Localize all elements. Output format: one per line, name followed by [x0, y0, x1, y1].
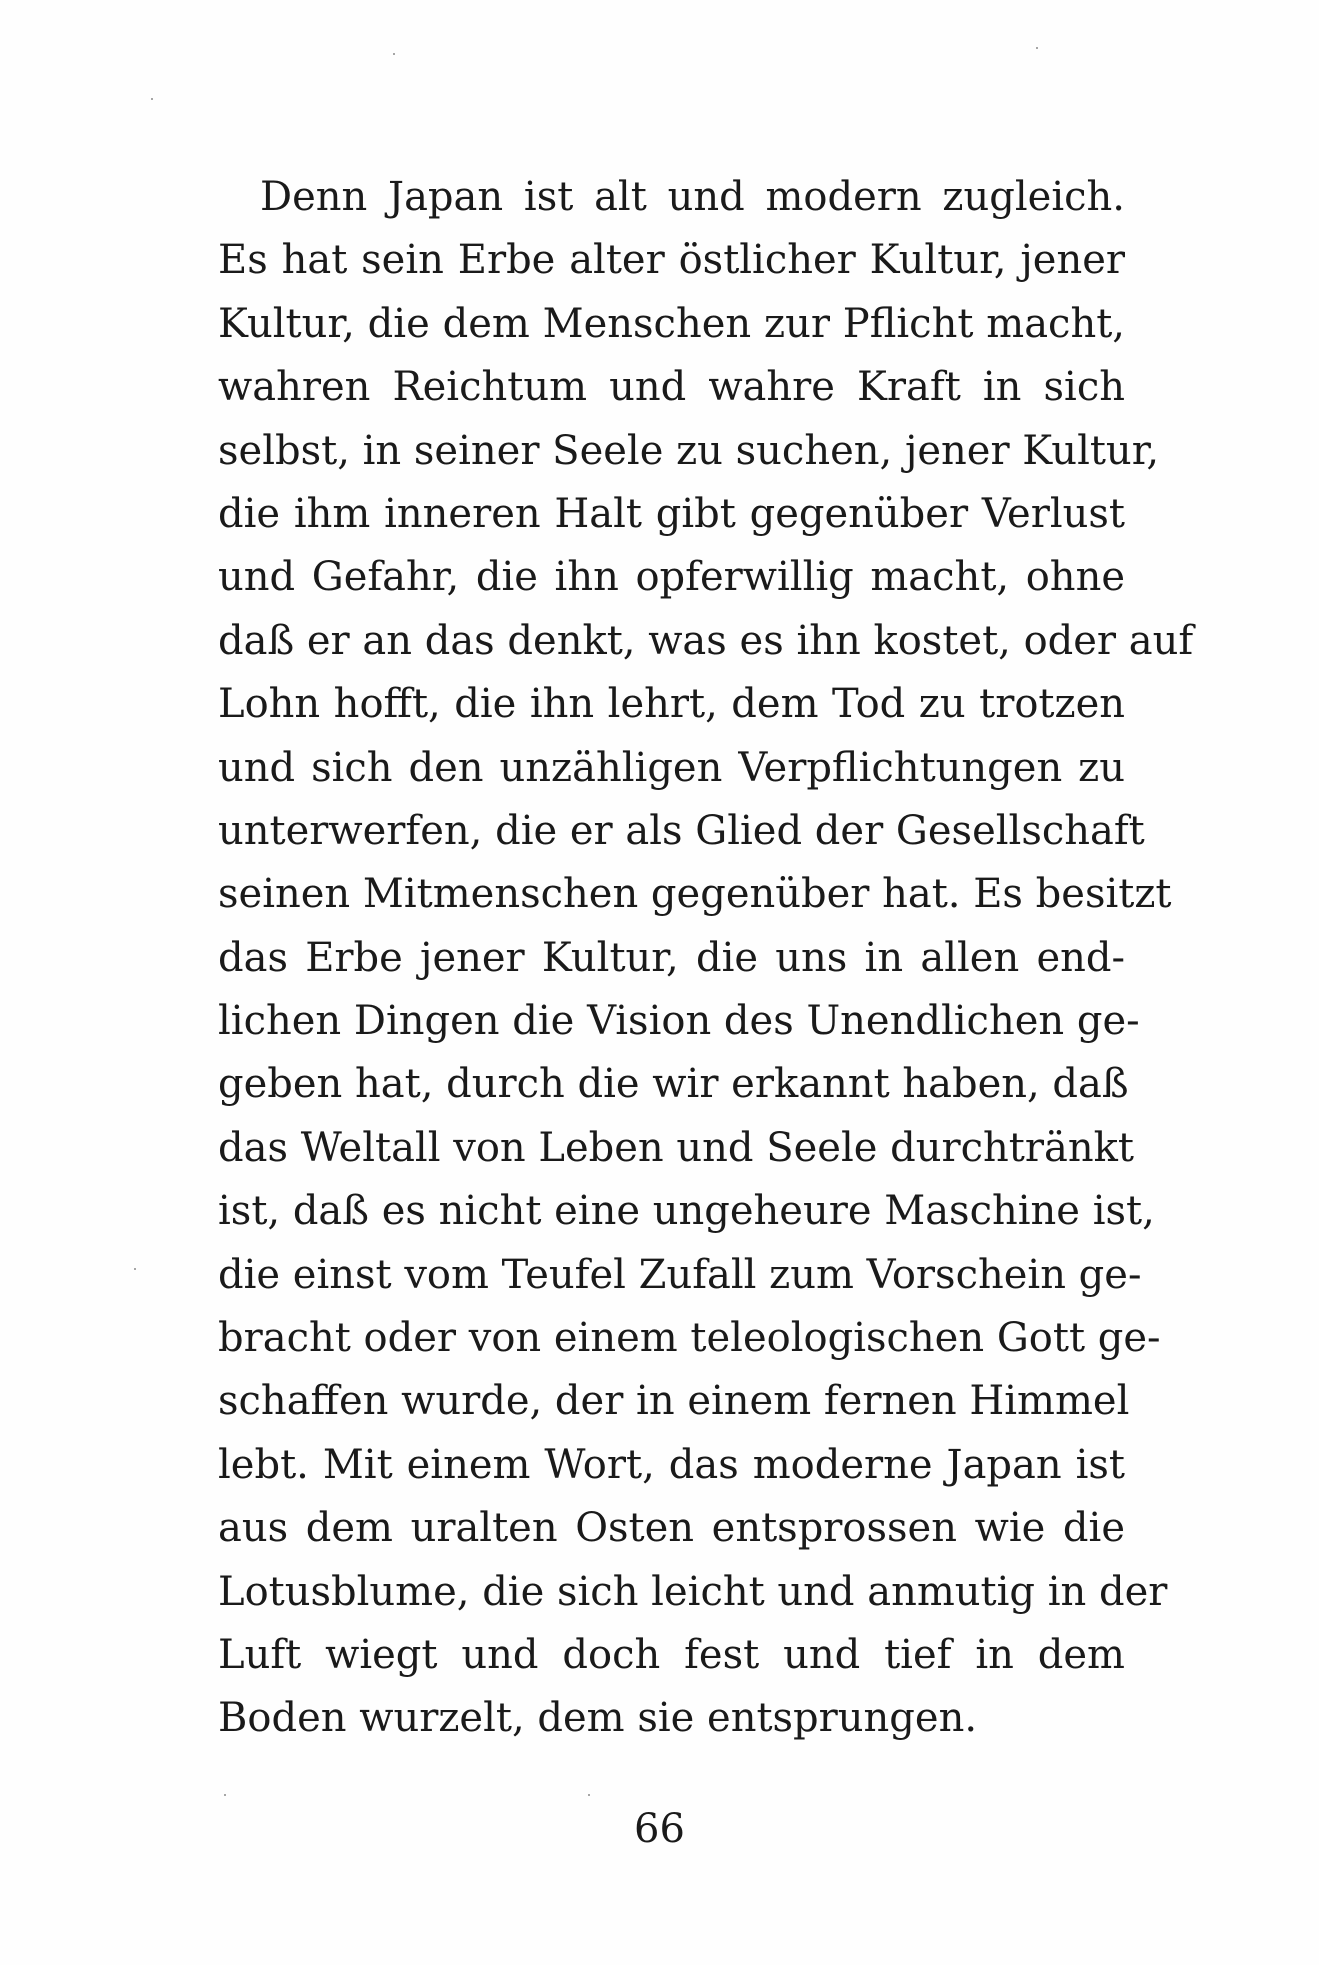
text-line: die ihm inneren Halt gibt gegenüber Verlust [218, 490, 1125, 537]
text-line: und Gefahr, die ihn opferwillig macht, ohne [218, 554, 1125, 601]
paper-speck [588, 1794, 590, 1796]
text-line: bracht oder von einem teleologischen Gott ge- [218, 1315, 1161, 1362]
text-line: Lohn hofft, die ihn lehrt, dem Tod zu trotzen [218, 681, 1125, 728]
text-line: Luft wiegt und doch fest und tief in dem [218, 1631, 1125, 1678]
text-line: wahren Reichtum und wahre Kraft in sich [218, 364, 1125, 411]
text-line: lebt. Mit einem Wort, das moderne Japan ist [218, 1441, 1125, 1488]
page-number: 66 [634, 1806, 685, 1852]
text-line: das Erbe jener Kultur, die uns in allen end- [218, 934, 1125, 981]
body-text [218, 166, 1194, 1751]
text-line: ist, daß es nicht eine ungeheure Maschine ist, [218, 1188, 1155, 1235]
text-line: unterwerfen, die er als Glied der Gesellschaft [218, 807, 1145, 854]
text-line: daß er an das denkt, was es ihn kostet, oder auf [218, 617, 1194, 664]
paper-speck [224, 1794, 226, 1796]
text-line: und sich den unzähligen Verpflichtungen zu [218, 744, 1125, 791]
paper-speck [393, 53, 395, 55]
text-line: Es hat sein Erbe alter östlicher Kultur, jener [218, 237, 1125, 284]
paper-speck [151, 98, 153, 100]
paper-speck [134, 1268, 136, 1270]
text-line: Kultur, die dem Menschen zur Pflicht macht, [218, 300, 1125, 347]
paper-speck [1036, 47, 1038, 49]
text-line: das Weltall von Leben und Seele durchtränkt [218, 1124, 1134, 1171]
text-line: Denn Japan ist alt und modern zugleich. [260, 174, 1125, 220]
text-line: schaffen wurde, der in einem fernen Himmel [218, 1378, 1130, 1425]
text-line: selbst, in seiner Seele zu suchen, jener Kultur, [218, 427, 1160, 474]
text-line: Lotusblume, die sich leicht und anmutig in der [218, 1568, 1168, 1615]
text-line: geben hat, durch die wir erkannt haben, daß [218, 1061, 1129, 1108]
text-line: die einst vom Teufel Zufall zum Vorschein ge- [218, 1251, 1142, 1298]
text-line: Boden wurzelt, dem sie entsprungen. [218, 1695, 978, 1742]
text-line: lichen Dingen die Vision des Unendlichen ge- [218, 998, 1140, 1045]
text-line: seinen Mitmenschen gegenüber hat. Es besitzt [218, 871, 1172, 918]
text-line: aus dem uralten Osten entsprossen wie die [218, 1505, 1125, 1552]
